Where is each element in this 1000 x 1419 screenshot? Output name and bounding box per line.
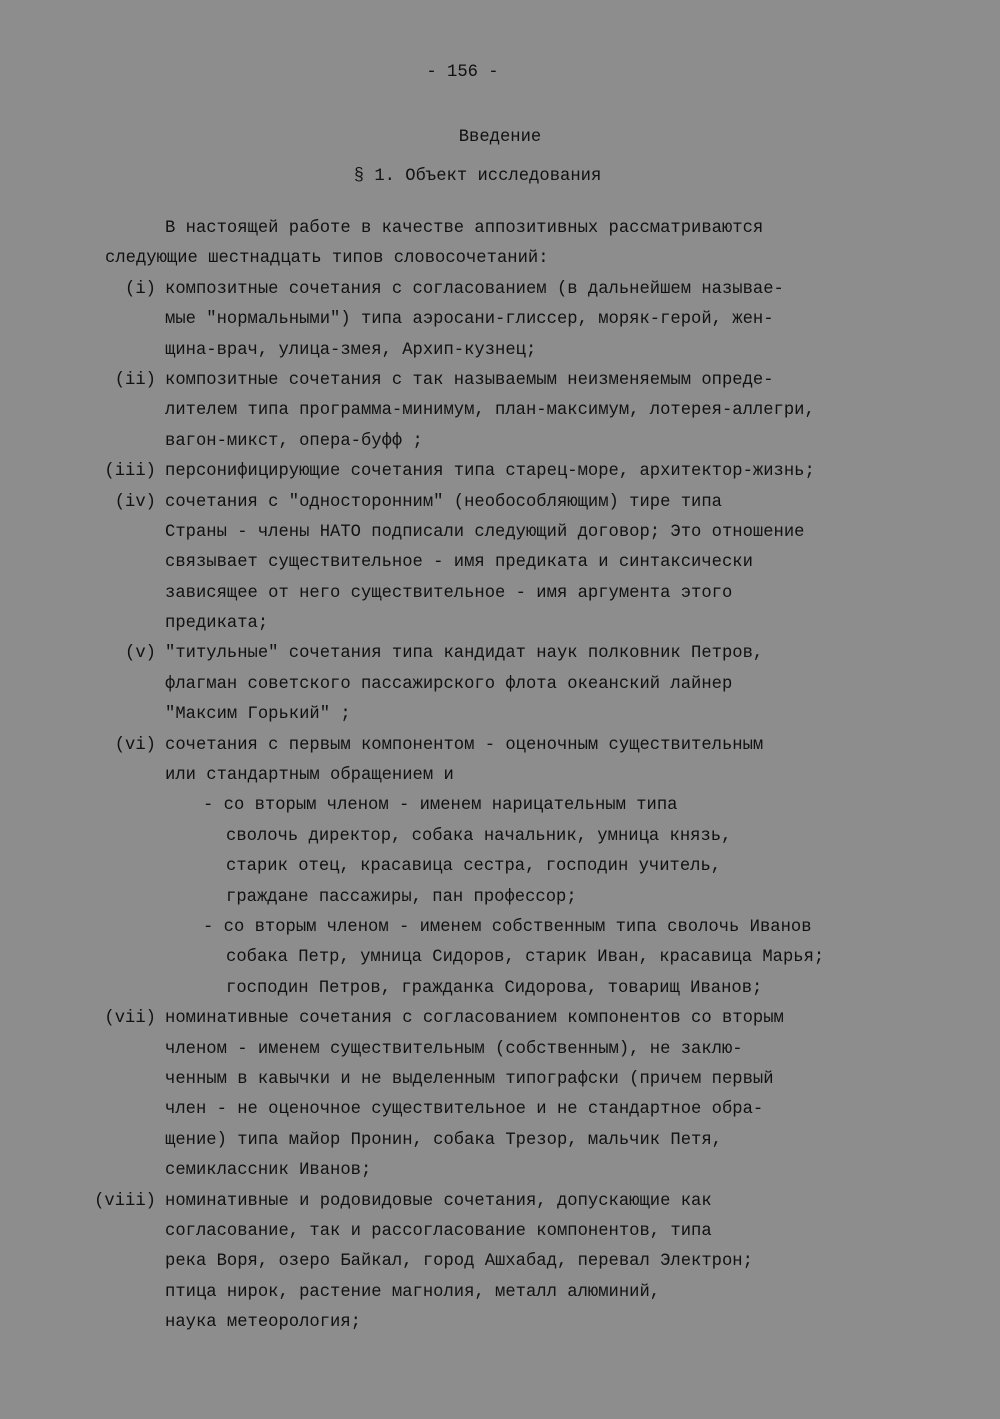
- item-label: (ii): [114, 370, 156, 390]
- list-item: [0, 639, 1000, 730]
- list-item: [0, 1004, 1000, 1186]
- list-item: [0, 1187, 1000, 1339]
- item-line: лителем типа программа-минимум, план-максимум, лотерея-аллегри,: [165, 401, 815, 421]
- document-body: [0, 214, 1000, 1338]
- item-line: наука метеорология;: [165, 1313, 361, 1333]
- item-line: "титульные" сочетания типа кандидат наук полковник Петров,: [165, 644, 764, 664]
- item-line: членом - именем существительным (собственным), не заклю-: [165, 1039, 743, 1059]
- item-line: река Воря, озеро Байкал, город Ашхабад, перевал Электрон;: [165, 1252, 753, 1272]
- list-item: [0, 457, 1000, 487]
- item-line: сочетания с "односторонним" (необособляющим) тире типа: [165, 492, 722, 512]
- item-line: вагон-микст, опера-буфф ;: [165, 431, 423, 451]
- item-label: (iii): [104, 462, 156, 482]
- item-line: щина-врач, улица-змея, Архип-кузнец;: [165, 340, 537, 360]
- item-label: (iv): [114, 492, 156, 512]
- item-line: ченным в кавычки и не выделенным типографски (причем первый: [165, 1069, 774, 1089]
- item-line: член - не оценочное существительное и не стандартное обра-: [165, 1100, 764, 1120]
- item-line: персонифицирующие сочетания типа старец-море, архитектор-жизнь;: [165, 462, 815, 482]
- item-line: Страны - члены НАТО подписали следующий договор; Это отношение: [165, 522, 805, 542]
- item-line: флагман советского пассажирского флота океанский лайнер: [165, 674, 733, 694]
- sub-item-line: сволочь директор, собака начальник, умница князь,: [226, 826, 732, 846]
- sub-item-line: граждане пассажиры, пан профессор;: [226, 887, 577, 907]
- item-line: мые "нормальными") типа аэросани-глиссер, моряк-герой, жен-: [165, 310, 774, 330]
- item-label: (vi): [114, 735, 156, 755]
- item-line: птица нирок, растение магнолия, металл алюминий,: [165, 1282, 661, 1302]
- item-line: согласование, так и рассогласование компонентов, типа: [165, 1221, 712, 1241]
- item-line: семиклассник Иванов;: [165, 1161, 372, 1181]
- intro-line: В настоящей работе в качестве аппозитивных рассматриваются: [165, 219, 764, 238]
- sub-item-line: собака Петр, умница Сидоров, старик Иван, красавица Марья;: [226, 948, 825, 968]
- list-item: [0, 275, 1000, 366]
- page-number: - 156 -: [426, 63, 499, 82]
- list-item: [0, 488, 1000, 640]
- sub-item-line: - со вторым членом - именем нарицательным типа: [203, 796, 678, 816]
- item-line: "Максим Горький" ;: [165, 705, 351, 725]
- item-line: или стандартным обращением и: [165, 766, 454, 786]
- item-label: (viii): [94, 1191, 156, 1211]
- item-line: номинативные сочетания с согласованием компонентов со вторым: [165, 1009, 784, 1029]
- item-line: композитные сочетания с так называемым неизменяемым опреде-: [165, 370, 774, 390]
- item-line: композитные сочетания с согласованием (в дальнейшем называе-: [165, 279, 784, 299]
- item-line: связывает существительное - имя предиката и синтаксически: [165, 553, 753, 573]
- sub-item-line: старик отец, красавица сестра, господин учитель,: [226, 857, 722, 877]
- sub-item-line: - со вторым членом - именем собственным типа сволочь Иванов: [203, 917, 812, 937]
- list-item: [0, 731, 1000, 1005]
- sub-item-line: господин Петров, гражданка Сидорова, товарищ Иванов;: [226, 978, 763, 998]
- section-title: § 1. Объект исследования: [353, 167, 602, 186]
- item-label: (v): [125, 644, 156, 664]
- item-line: щение) типа майор Пронин, собака Трезор, мальчик Петя,: [165, 1130, 722, 1150]
- item-label: (vii): [104, 1009, 156, 1029]
- item-line: предиката;: [165, 614, 269, 634]
- item-line: зависящее от него существительное - имя аргумента этого: [165, 583, 733, 603]
- intro-line: следующие шестнадцать типов словосочетаний:: [105, 249, 549, 269]
- heading: Введение: [458, 128, 542, 147]
- item-line: номинативные и родовидовые сочетания, допускающие как: [165, 1191, 712, 1211]
- item-label: (i): [125, 279, 156, 299]
- item-line: сочетания с первым компонентом - оценочным существительным: [165, 735, 764, 755]
- list-item: [0, 366, 1000, 457]
